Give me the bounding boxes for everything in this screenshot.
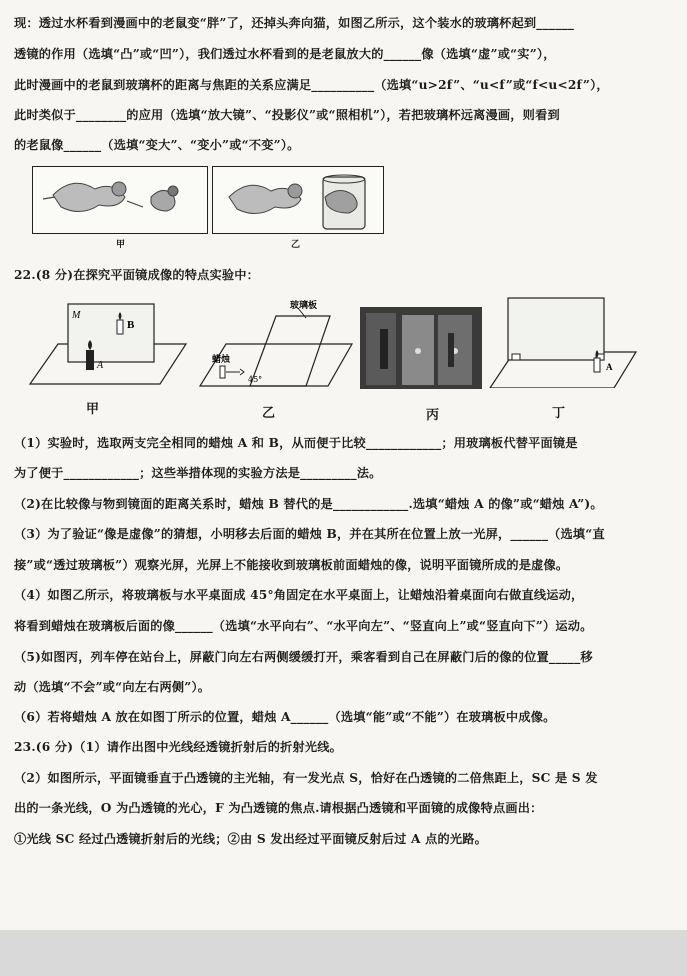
q23-line-1: 23.(6 分)（1）请作出图中光线经透镜折射后的折射光线。 [14, 740, 343, 754]
q22-line-4: （3）为了验证“像是虚像”的猜想，小明移去后面的蜡烛 B，并在其所在位置上放一光屏，______（选填“直 [14, 527, 605, 541]
q21-fig-label-yi: 乙 [291, 240, 301, 250]
q22-line-10: （6）若将蜡烛 A 放在如图丁所示的位置，蜡烛 A______（选填“能”或“不能”）在玻璃板中成像。 [14, 710, 556, 724]
label-candle: 蜡烛 [212, 355, 231, 365]
q22-line-5: 接”或“透过玻璃板”）观察光屏，光屏上不能接收到玻璃板前面蜡烛的像，说明平面镜所成的是虚像。 [14, 558, 569, 572]
label-a: A [97, 360, 104, 371]
q22-figure-ding [488, 292, 638, 388]
label-angle: 45° [248, 375, 263, 384]
q21-fig-label-jia: 甲 [116, 240, 126, 250]
scan-bottom-band [0, 930, 687, 976]
candle-b-icon [117, 320, 123, 334]
q23-line-2: （2）如图所示，平面镜垂直于凸透镜的主光轴，有一发光点 S，恰好在凸透镜的二倍焦距上，SC 是 S 发 [14, 771, 598, 785]
cartoon-with-glass-illustration [213, 167, 383, 233]
label-m: M [72, 310, 81, 321]
q22-fig-label-bing: 丙 [426, 408, 440, 423]
q22-line-3: （2)在比较像与物到镜面的距离关系时，蜡烛 B 替代的是____________.选填“蜡烛 A 的像”或“蜡烛 A”)。 [14, 497, 603, 511]
q21-line-3: 此时漫画中的老鼠到玻璃杯的距离与焦距的关系应满足__________（选填“u>2f”、“u<f”或“f<u<2f”）， [14, 78, 609, 92]
q21-line-1: 现：透过水杯看到漫画中的老鼠变“胖”了，还掉头奔向猫，如图乙所示，这个装水的玻璃杯起到______ [14, 16, 575, 30]
q23-line-3: 出的一条光线，O 为凸透镜的光心，F 为凸透镜的焦点.请根据凸透镜和平面镜的成像特点画出： [14, 801, 543, 815]
q22-figure-bing-photo [360, 307, 482, 389]
candle-a-icon [594, 358, 600, 372]
label-b: B [127, 319, 135, 331]
cartoon-cat-mouse-illustration [33, 167, 207, 233]
q22-fig-label-ding: 丁 [552, 406, 566, 421]
q21-line-2: 透镜的作用（选填“凸”或“凹”），我们透过水杯看到的是老鼠放大的______像（选填“虚”或“实”）， [14, 47, 556, 61]
q23-line-4: ①光线 SC 经过凸透镜折射后的光线；②由 S 发出经过平面镜反射后过 A 点的光路。 [14, 832, 488, 846]
q22-figure-yi [198, 300, 354, 390]
q22-line-1: （1）实验时，选取两支完全相同的蜡烛 A 和 B，从而便于比较____________；用玻璃板代替平面镜是 [14, 436, 578, 450]
q22-fig-label-jia: 甲 [86, 402, 100, 417]
q21-line-5: 的老鼠像______（选填“变大”、“变小”或“不变”）。 [14, 138, 300, 152]
q22-line-9: 动（选填“不会”或“向左右两侧”）。 [14, 680, 211, 694]
label-glass-plate: 玻璃板 [290, 301, 318, 311]
q22-line-2: 为了便于____________；这些举措体现的实验方法是_________法。 [14, 466, 382, 480]
q22-title: 22.(8 分)在探究平面镜成像的特点实验中： [14, 268, 260, 282]
q22-fig-label-yi: 乙 [262, 406, 276, 421]
q21-figure-yi [212, 166, 384, 234]
candle-icon [220, 366, 225, 378]
q21-figure-jia [32, 166, 208, 234]
q21-line-4: 此时类似于________的应用（选填“放大镜”、“投影仪”或“照相机”），若把玻璃杯远离漫画，则看到 [14, 108, 560, 122]
candle-a-icon [86, 350, 94, 370]
q22-figure-jia [28, 298, 188, 386]
q22-line-6: （4）如图乙所示，将玻璃板与水平桌面成 45°角固定在水平桌面上，让蜡烛沿着桌面向右做直线运动， [14, 588, 584, 602]
q22-line-7: 将看到蜡烛在玻璃板后面的像______（选填“水平向右”、“水平向左”、“竖直向上”或“竖直向下”）运动。 [14, 619, 593, 633]
label-a-ding: A [606, 362, 613, 372]
q22-line-8: （5)如图丙，列车停在站台上，屏蔽门向左右两侧缓缓打开，乘客看到自己在屏蔽门后的像的位置_____移 [14, 650, 593, 664]
